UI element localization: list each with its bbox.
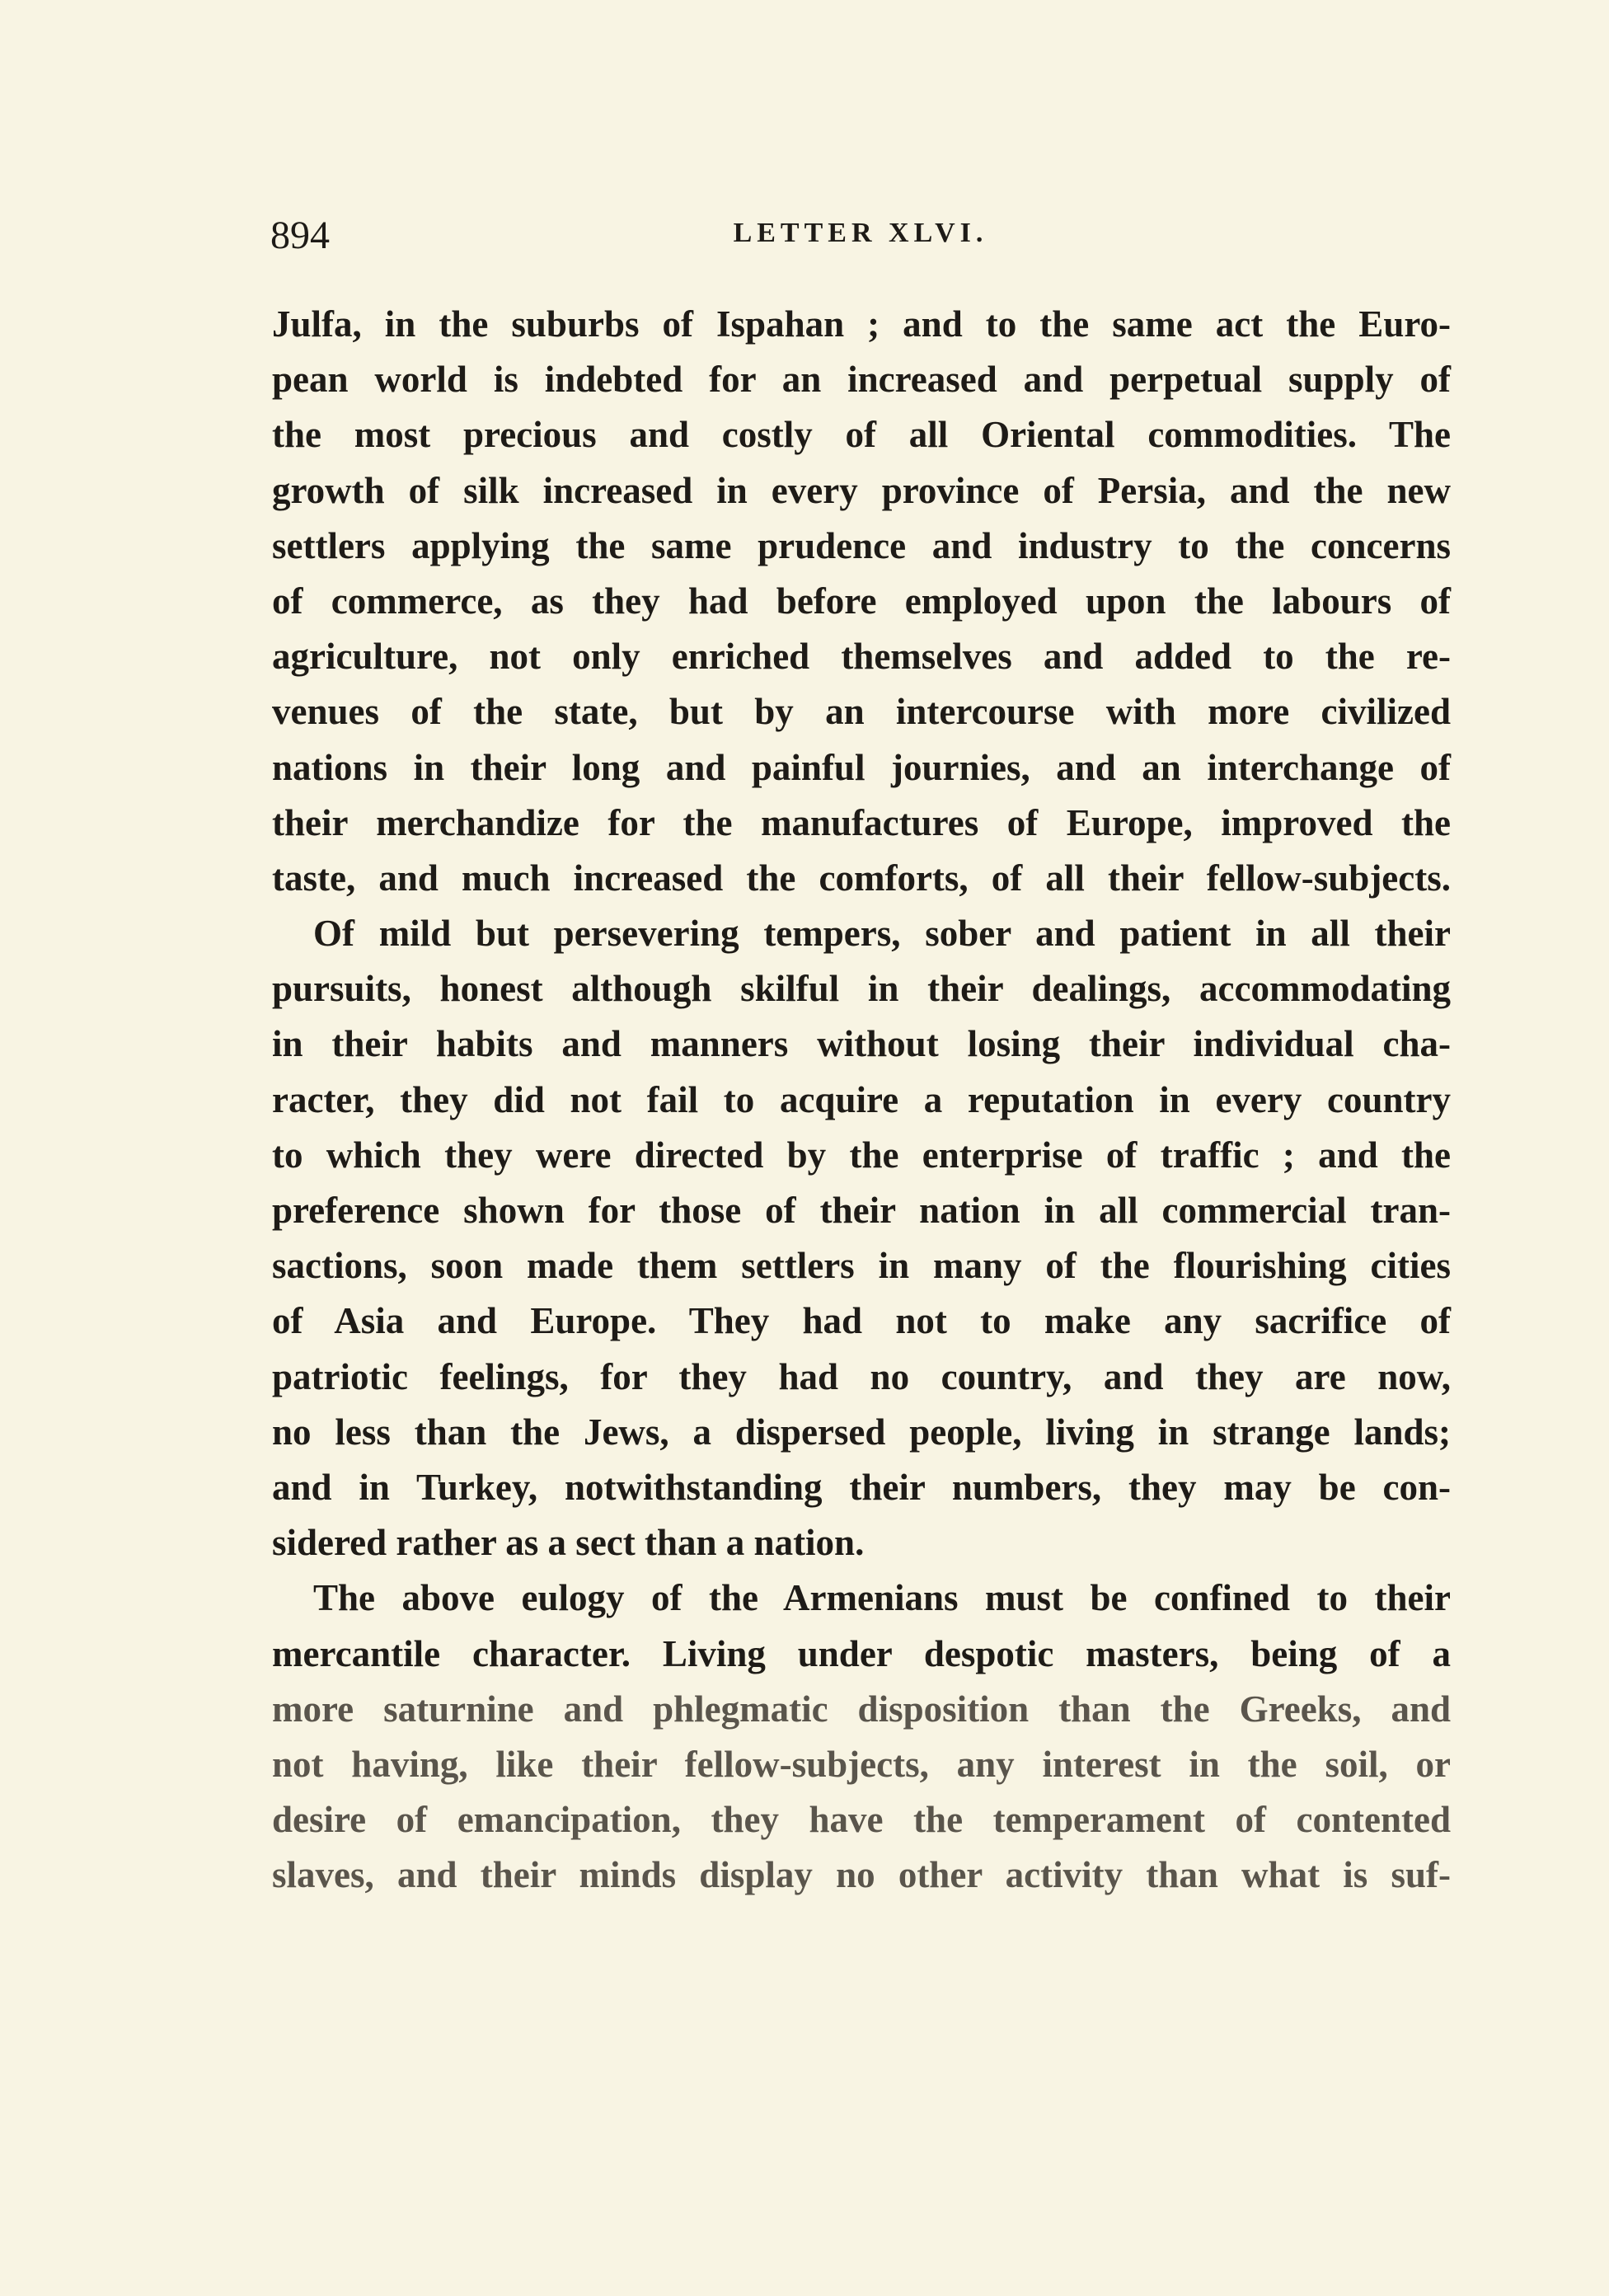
text-line: more saturnine and phlegmatic disposition than the Greeks, and <box>272 1688 1451 1730</box>
text-line: growth of silk increased in every province of Persia, and the new <box>272 469 1451 511</box>
running-title: LETTER XLVI. <box>733 218 988 248</box>
text-line: pean world is indebted for an increased and perpetual supply of <box>272 359 1451 401</box>
text-line: preference shown for those of their nation in all commercial tran- <box>272 1190 1451 1231</box>
text-line: settlers applying the same prudence and industry to the concerns <box>272 524 1451 566</box>
text-line: Of mild but persevering tempers, sober and patient in all their <box>313 913 1451 955</box>
text-line: patriotic feelings, for they had no country, and they are now, <box>272 1355 1451 1397</box>
text-line: of Asia and Europe. They had not to make any sacrifice of <box>272 1300 1451 1342</box>
text-line: no less than the Jews, a dispersed people, living in strange lands; <box>272 1411 1451 1453</box>
text-line: nations in their long and painful journies, and an interchange of <box>272 746 1451 788</box>
text-line: the most precious and costly of all Oriental commodities. The <box>272 414 1451 456</box>
text-line: mercantile character. Living under despotic masters, being of a <box>272 1632 1451 1674</box>
text-line: taste, and much increased the comforts, of all their fellow-subjects. <box>272 857 1451 899</box>
text-line: venues of the state, but by an intercourse with more civilized <box>272 691 1451 733</box>
text-line: desire of emancipation, they have the temperament of contented <box>272 1799 1451 1841</box>
text-line: in their habits and manners without losing their individual cha- <box>272 1023 1451 1065</box>
text-line: sactions, soon made them settlers in many of the flourishing cities <box>272 1245 1451 1287</box>
page-header <box>270 213 1451 262</box>
text-line: not having, like their fellow-subjects, any interest in the soil, or <box>272 1743 1451 1785</box>
text-line: sidered rather as a sect than a nation. <box>272 1522 865 1564</box>
text-line: to which they were directed by the enterprise of traffic ; and the <box>272 1134 1451 1176</box>
text-line: The above eulogy of the Armenians must be confined to their <box>313 1577 1451 1619</box>
text-line: pursuits, honest although skilful in their dealings, accommodating <box>272 968 1451 1010</box>
text-line: Julfa, in the suburbs of Ispahan ; and to the same act the Euro- <box>272 303 1451 345</box>
text-line: and in Turkey, notwithstanding their numbers, they may be con- <box>272 1466 1451 1508</box>
text-line: agriculture, not only enriched themselves and added to the re- <box>272 636 1451 678</box>
text-line: racter, they did not fail to acquire a reputation in every country <box>272 1078 1451 1120</box>
text-line: of commerce, as they had before employed upon the labours of <box>272 580 1451 622</box>
page-body <box>272 297 1451 1903</box>
page-number: 894 <box>270 214 330 257</box>
text-line: their merchandize for the manufactures of Europe, improved the <box>272 801 1451 843</box>
text-line: slaves, and their minds display no other activity than what is suf- <box>272 1854 1451 1896</box>
